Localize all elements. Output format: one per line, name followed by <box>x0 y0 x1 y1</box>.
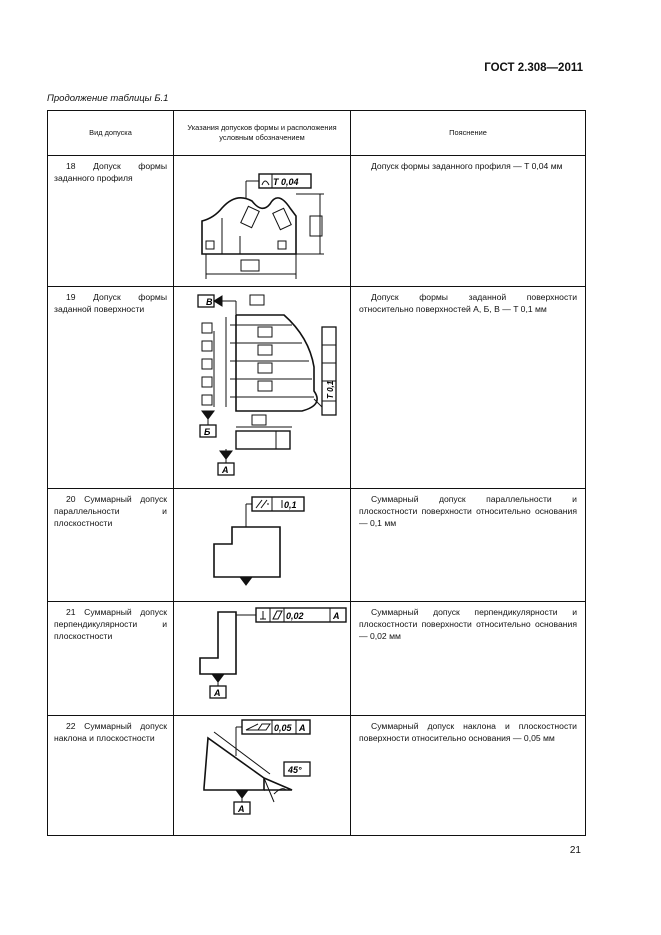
standard-header: ГОСТ 2.308—2011 <box>484 62 583 74</box>
frame-value: 0,02 <box>286 611 304 621</box>
row-drawing <box>174 287 351 489</box>
row-kind: 21 Суммарный допуск перпендикулярности и плоскостности <box>48 602 174 716</box>
col-header-notation: Указания допусков формы и расположения условным обозначением <box>174 111 351 156</box>
col-header-explanation: Пояснение <box>351 111 586 156</box>
datum-label: А <box>214 688 221 698</box>
row-drawing <box>174 489 351 602</box>
table-row <box>48 602 586 716</box>
tolerance-table <box>47 110 586 836</box>
perpendicularity-drawing <box>174 602 350 714</box>
datum-label: А <box>299 723 306 733</box>
table-row <box>48 156 586 287</box>
row-explanation: Суммарный допуск наклона и плоскостности поверхности относительно основания — 0,05 мм <box>351 716 586 836</box>
datum-label: А <box>333 611 340 621</box>
frame-value: T 0,04 <box>273 177 299 187</box>
angle-label: 45° <box>288 765 302 775</box>
col-header-kind: Вид допуска <box>48 111 174 156</box>
frame-value: 0,05 <box>274 723 292 733</box>
parallelism-drawing <box>174 489 350 599</box>
table-header-row <box>48 111 586 156</box>
row-kind: 19 Допуск формы заданной поверхности <box>48 287 174 489</box>
row-explanation: Суммарный допуск перпендикулярности и плоскостности поверхности относительно основания — 0,02 мм <box>351 602 586 716</box>
row-drawing <box>174 602 351 716</box>
row-kind: 22 Суммарный допуск наклона и плоскостности <box>48 716 174 836</box>
inclination-drawing <box>174 716 350 834</box>
row-explanation: Допуск формы заданного профиля — T 0,04 мм <box>351 156 586 287</box>
table-row <box>48 716 586 836</box>
datum-label: А <box>238 804 245 814</box>
row-explanation: Допуск формы заданной поверхности относительно поверхностей А, Б, В — T 0,1 мм <box>351 287 586 489</box>
frame-value: T 0,1 <box>326 380 335 399</box>
profile-tolerance-drawing <box>174 156 350 284</box>
datum-label: А <box>222 465 229 475</box>
row-drawing <box>174 716 351 836</box>
row-explanation: Суммарный допуск параллельности и плоскостности поверхности относительно основания — 0,1 мм <box>351 489 586 602</box>
row-kind: 18 Допуск формы заданного профиля <box>48 156 174 287</box>
row-kind: 20 Суммарный допуск параллельности и плоскостности <box>48 489 174 602</box>
table-caption: Продолжение таблицы Б.1 <box>47 93 169 104</box>
page-number: 21 <box>569 845 581 856</box>
table-row <box>48 489 586 602</box>
datum-label: В <box>206 297 213 307</box>
frame-value: 0,1 <box>284 500 297 510</box>
surface-tolerance-drawing <box>174 287 350 487</box>
datum-label: Б <box>204 427 211 437</box>
table-row <box>48 287 586 489</box>
row-drawing <box>174 156 351 287</box>
